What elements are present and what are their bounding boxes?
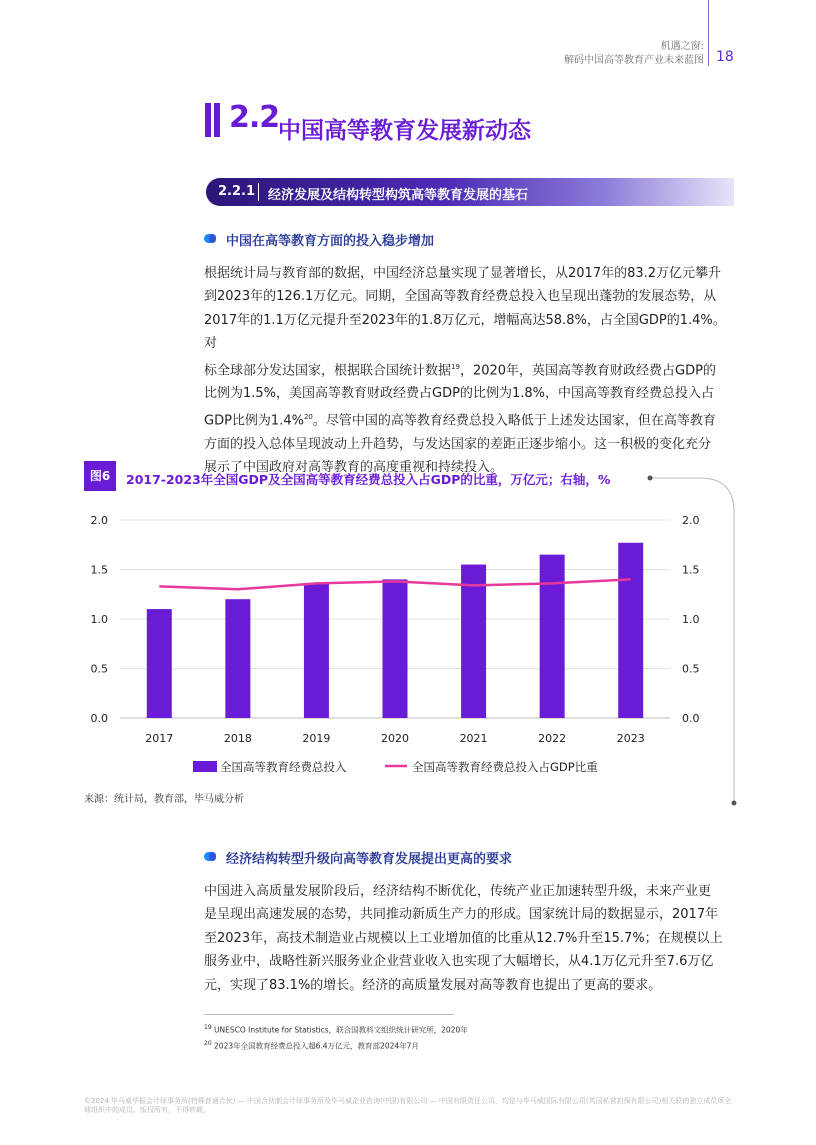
x-tick-label: 2019	[302, 732, 331, 745]
legal-notice: ©2024 毕马威华振会计师事务所(特殊普通合伙) — 中国合伙制会计师事务所及毕马威企业咨询(中国)有限公司 — 中国有限责任公司，均是与毕马威国际有限公司(英国私营担保有限公司)相关联的独立成员所全球组织中的成员。版权所有，不得转载。	[84, 1097, 732, 1114]
x-tick-label: 2022	[538, 732, 567, 745]
section-number: 2.2	[229, 100, 280, 135]
para-line: GDP比例为1.4%$^{20}$。尽管中国的高等教育经费总投入略低于上述发达国家，但在高等教育	[204, 412, 716, 429]
para-line: 元，实现了83.1%的增长。经济的高质量发展对高等教育也提出了更高的要求。	[204, 977, 662, 993]
x-tick-label: 2021	[459, 732, 488, 745]
figure-tag: 图6	[84, 461, 116, 491]
para-line: 至2023年，高技术制造业占规模以上工业增加值的比重从12.7%升至15.7%；在规模以上	[204, 930, 723, 946]
y-right-tick-label: 0.5	[682, 662, 700, 676]
para-line: 根据统计局与教育部的数据，中国经济总量实现了显著增长，从2017年的83.2万亿元攀升	[204, 266, 722, 281]
para-line: 到2023年的126.1万亿元。同期，全国高等教育经费总投入也呈现出蓬勃的发展态势，从	[204, 289, 717, 305]
y-right-tick-label: 1.0	[682, 613, 700, 626]
x-tick-label: 2023	[616, 732, 645, 745]
bar	[225, 599, 250, 718]
bar	[304, 583, 329, 718]
legend-label: 全国高等教育经费总投入占GDP比重	[412, 760, 598, 774]
y-left-tick-label: 1.0	[90, 613, 108, 626]
figure-source: 来源：统计局，教育部，毕马威分析	[84, 794, 244, 805]
page-number: 18	[716, 49, 734, 65]
para-line: 展示了中国政府对高等教育的高度重视和持续投入。	[204, 459, 504, 475]
bar	[147, 609, 172, 718]
header-line-2: 解码中国高等教育产业未来蓝图	[564, 55, 704, 66]
header-line-1: 机遇之窗:	[660, 41, 704, 52]
para-line: 2017年的1.1万亿元提升至2023年的1.8万亿元，增幅高达58.8%，占全国GDP的1.4%。对	[204, 312, 726, 352]
y-right-tick-label: 0.0	[682, 712, 700, 725]
section-title: 中国高等教育发展新动态	[278, 118, 531, 144]
footnote-divider	[204, 1014, 454, 1015]
bar	[540, 555, 565, 718]
frame-dot	[648, 476, 653, 481]
y-left-tick-label: 0.0	[90, 712, 108, 725]
subsection-title: 经济发展及结构转型构筑高等教育发展的基石	[268, 188, 529, 203]
legend-label: 全国高等教育经费总投入	[220, 760, 347, 774]
y-right-tick-label: 2.0	[682, 514, 700, 527]
y-left-tick-label: 2.0	[90, 514, 108, 527]
figure-title: 2017-2023年全国GDP及全国高等教育经费总投入占GDP的比重，万亿元；右轴，%	[126, 472, 611, 487]
block2-paragraph	[204, 880, 734, 997]
bar	[461, 565, 486, 718]
para-line: 是呈现出高速发展的态势，共同推动新质生产力的形成。国家统计局的数据显示，2017年	[204, 907, 719, 923]
footnote-ref[interactable]: 20	[303, 412, 313, 421]
para-line: 中国进入高质量发展阶段后，经济结构不断优化，传统产业正加速转型升级，未来产业更	[204, 884, 712, 899]
x-tick-label: 2017	[145, 732, 174, 745]
y-right-tick-label: 1.5	[682, 563, 700, 577]
x-tick-label: 2020	[381, 732, 409, 745]
y-left-tick-label: 0.5	[90, 662, 108, 676]
subsection-number: 2.2.1	[218, 184, 256, 199]
y-left-tick-label: 1.5	[90, 563, 108, 577]
bar	[618, 543, 643, 718]
legend-swatch-bar	[193, 761, 217, 772]
block1-heading: 中国在高等教育方面的投入稳步增加	[226, 234, 435, 249]
para-line: 方面的投入总体呈现波动上升趋势，与发达国家的差距正逐步缩小。这一积极的变化充分	[204, 436, 712, 452]
footnote-20: $^{20}$ 2023年全国教育经费总投入超6.4万亿元，教育部2024年7月	[204, 1040, 419, 1051]
para-line: 比例为1.5%，美国高等教育财政经费占GDP的比例为1.8%，中国高等教育经费总投入占	[204, 386, 714, 402]
block2-heading: 经济结构转型升级向高等教育发展提出更高的要求	[226, 852, 513, 867]
para-line: 标全球部分发达国家，根据联合国统计数据$^{19}$，2020年，英国高等教育财政经费占GDP的	[204, 362, 716, 378]
frame-dot	[732, 801, 737, 806]
bullet-icon	[204, 852, 216, 861]
footnote-19: $^{19}$ UNESCO Institute for Statistics，联合国教科文组织统计研究所，2020年	[204, 1024, 468, 1035]
footnote-ref[interactable]: 19	[451, 362, 460, 371]
x-tick-label: 2018	[223, 732, 252, 745]
para-line: 服务业中，战略性新兴服务业企业营业收入也实现了大幅增长，从4.1万亿元升至7.6万亿	[204, 954, 714, 970]
bar	[383, 579, 408, 718]
